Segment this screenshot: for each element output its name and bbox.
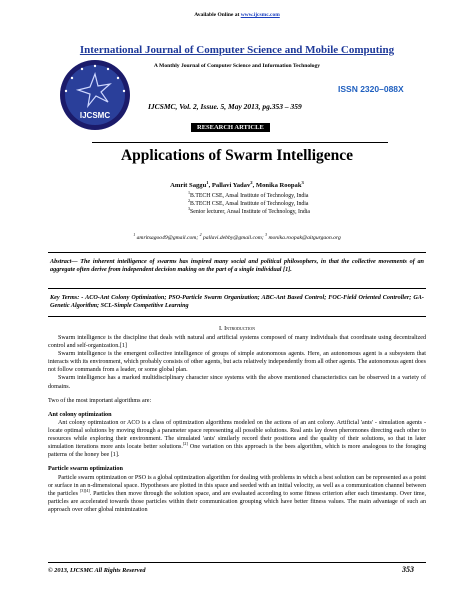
- abstract: [50, 258, 424, 275]
- journal-subtitle: A Monthly Journal of Computer Science and Information Technology: [153, 63, 321, 69]
- email-sup: 3: [265, 233, 268, 238]
- keyterms-label: Key Terms: -: [50, 294, 84, 301]
- author-email[interactable]: amritsagoo49@gmail.com;: [136, 235, 199, 241]
- affiliation-sup: 1: [188, 190, 191, 196]
- body-paragraph: Swarm intelligence is the discipline that deals with natural and artificial systems composed of many individuals that coordinate using decentralized control and self-organization.[1]: [48, 335, 426, 350]
- abstract-text: The inherent intelligence of swarms has inspired many social and political philosophers, in that the collective movements of an aggregate often derive from independent decision making on the part of a single individual [1].: [50, 258, 424, 274]
- author-email[interactable]: pallavi.debby@gmail.com;: [202, 235, 264, 241]
- section-number: I.: [218, 325, 223, 332]
- affiliation-text: B.TECH CSE, Ansal Institute of Technology, India: [190, 193, 309, 199]
- author-list: Amrit Saggu$^1$, Pallavi Yadav$^2$, Monika Roopak$^3$: [170, 179, 304, 189]
- subsection-heading-aco: Ant colony optimization: [48, 410, 112, 418]
- author-sup: 2: [250, 179, 253, 185]
- available-prefix: Available Online at: [194, 12, 240, 18]
- section-title: Introduction: [224, 325, 256, 332]
- section-heading: [0, 325, 474, 332]
- issn: ISSN 2320–088X: [338, 84, 404, 94]
- header-rule: [92, 142, 388, 143]
- body-text: [48, 334, 426, 514]
- subsection-heading-pso: Particle swarm optimization: [48, 465, 123, 473]
- email-sup: 2: [199, 233, 202, 238]
- author-emails: [0, 235, 474, 241]
- key-terms: [50, 294, 424, 311]
- journal-seal-logo: [58, 58, 132, 132]
- aco-paragraph: [48, 419, 426, 459]
- author-name: Amrit Saggu: [170, 182, 207, 189]
- body-paragraph: Swarm intelligence is the emergent collective intelligence of groups of simple autonomous agents. Here, an autonomous agent is a subsystem that interacts with its environment, which probably consists of other agents, but acts relatively independently from all other agents. The autonomous agent does not follow commands from a leader, or some global plan.: [48, 351, 426, 374]
- affiliation-text: Senior lecturer, Ansal Institute of Technology, India: [190, 209, 310, 215]
- affiliation-text: B.TECH CSE, Ansal Institute of Technology, India: [190, 201, 309, 207]
- body-paragraph: Swarm intelligence has a marked multidisciplinary character since systems with the above mentioned characteristics can be observed in a variety of domains.: [48, 375, 426, 390]
- article-type-badge: RESEARCH ARTICLE: [191, 123, 270, 132]
- citation: IJCSMC, Vol. 2, Issue. 5, May 2013, pg.353 – 359: [148, 102, 302, 111]
- available-online-line: [0, 12, 474, 18]
- affiliation: [188, 198, 309, 207]
- affiliation: [188, 190, 309, 199]
- body-paragraph: Two of the most important algorithms are:: [48, 397, 152, 404]
- pso-text-a: Particle swarm optimization or PSO is a global optimization algorithm for dealing with problems in which a best solution can be represented as a point or surface in an n-dimensional space. Hypotheses are plotted in this space and seeded with an initial velocity, as well as a communication channel between the particles: [48, 474, 426, 497]
- pso-text-b: . Particles then move through the solution space, and are evaluated according to some fitness criterion after each timestamp. Over time, particles are accelerated towards those particles within their communication grouping which have better fitness values. The main advantage of such an approach over other global minimization: [48, 490, 426, 514]
- author-email[interactable]: monika.roopak@aitgurgaon.org: [268, 235, 341, 241]
- author-name: Pallavi Yadav: [211, 182, 251, 189]
- keyterms-text: ACO-Ant Colony Optimization; PSO-Particle Swarm Organization; ABC-Ant Based Control; FOC-Field Oriented Controller; GA-Genetic Algorithm; SCL-Simple Competitive Learning: [50, 294, 424, 310]
- affiliation: [188, 206, 310, 215]
- footer-rule: [48, 562, 426, 563]
- pso-citation: [3][4]: [79, 487, 90, 493]
- abstract-top-rule: [48, 252, 426, 253]
- paper-title: Applications of Swarm Intelligence: [120, 147, 354, 164]
- seal-text: IJCSMC: [79, 111, 111, 120]
- author-sup: 3: [301, 179, 304, 185]
- author-name: Monika Roopak: [255, 182, 302, 189]
- author-sup: 1: [206, 179, 209, 185]
- abstract-bottom-rule: [48, 288, 426, 289]
- journal-website-link[interactable]: www.ijcsmc.com: [240, 12, 280, 18]
- aco-citation: [2]: [182, 441, 188, 447]
- affiliation-sup: 3: [188, 206, 191, 212]
- email-sup: 1: [133, 233, 136, 238]
- page-number: 353: [402, 565, 414, 574]
- pso-paragraph: [48, 474, 426, 514]
- aco-text-a: Ant colony optimization or ACO is a class of optimization algorithms modeled on the actions of an ant colony. Artificial 'ants' - simulation agents - locate optimal solutions by moving through a parameter space representing all possible solutions. Real ants lay down pheromones directing each other to resources while exploring their environment. The simulated 'ants' similarly record their positions and the quality of their solutions, so that in later simulation iterations more ants locate better solutions.: [48, 420, 426, 451]
- journal-title[interactable]: International Journal of Computer Science and Mobile Computing: [79, 44, 395, 56]
- abstract-label: Abstract—: [50, 258, 78, 265]
- footer-copyright: © 2013, IJCSMC All Rights Reserved: [48, 567, 146, 574]
- affiliation-sup: 2: [188, 198, 191, 204]
- keyterms-bottom-rule: [48, 316, 426, 317]
- aco-text-b: One variation on this approach is the bees algorithm, which is more analogous to the foraging patterns of the honey bee [1].: [48, 444, 426, 459]
